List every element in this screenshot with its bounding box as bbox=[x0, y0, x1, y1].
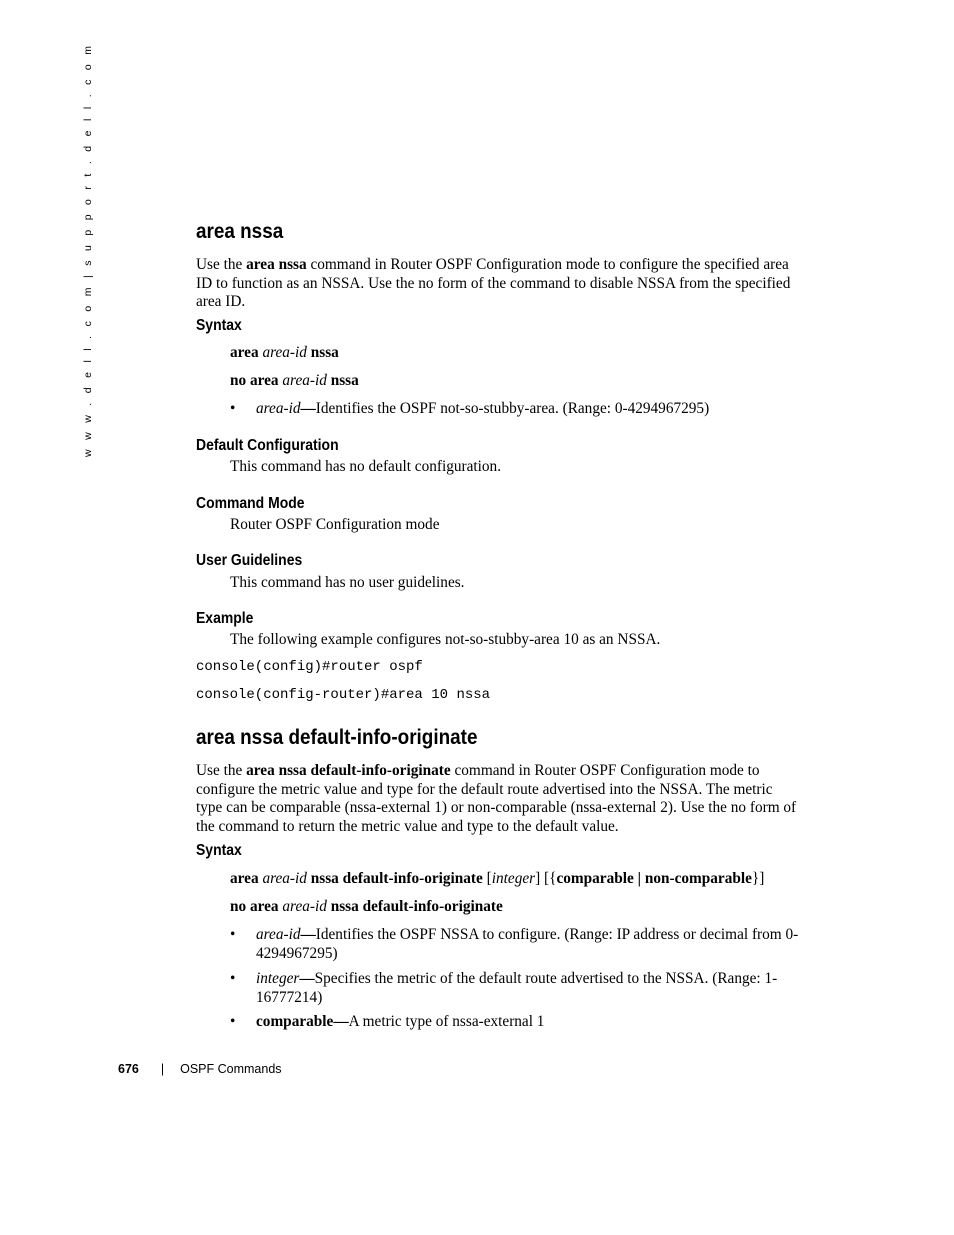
intro-text: Use the bbox=[196, 256, 247, 273]
bullet-icon: • bbox=[230, 400, 236, 417]
intro-text: Use the bbox=[196, 762, 247, 779]
command-name: area nssa default-info-originate bbox=[246, 762, 451, 779]
section-title-area-nssa-default-info-originate: area nssa default-info-originate bbox=[196, 726, 478, 749]
page-footer bbox=[118, 1062, 282, 1076]
code-line: console(config)#router ospf bbox=[196, 659, 423, 675]
syntax-line: no area area-id nssa bbox=[230, 372, 359, 389]
bullet-icon: • bbox=[230, 970, 236, 987]
bullet-icon: • bbox=[230, 926, 236, 943]
user-guidelines-heading: User Guidelines bbox=[196, 552, 303, 569]
default-config-text: This command has no default configuration. bbox=[230, 458, 502, 475]
list-item: • area-id—Identifies the OSPF NSSA to configure. (Range: IP address or decimal from 0- 4294967295) bbox=[230, 926, 799, 962]
bullet-icon: • bbox=[230, 1013, 236, 1030]
intro-text: the command to return the metric value and type to the default value. bbox=[196, 817, 619, 835]
section-title-area-nssa: area nssa bbox=[196, 220, 284, 243]
syntax-heading: Syntax bbox=[196, 842, 242, 859]
syntax-line: no area area-id nssa default-info-originate bbox=[230, 898, 503, 915]
syntax-line: area area-id nssa bbox=[230, 344, 339, 361]
intro-text: type can be comparable (nssa-external 1) or non-comparable (nssa-external 2). Use the no form of bbox=[196, 799, 797, 817]
example-heading: Example bbox=[196, 610, 254, 627]
command-mode-text: Router OSPF Configuration mode bbox=[230, 516, 440, 533]
command-mode-heading: Command Mode bbox=[196, 495, 305, 512]
intro-text: area ID. bbox=[196, 293, 246, 311]
example-text: The following example configures not-so-stubby-area 10 as an NSSA. bbox=[230, 631, 661, 648]
syntax-line: area area-id nssa default-info-originate [integer] [{comparable | non-comparable}] bbox=[230, 870, 765, 887]
page-number: 676 bbox=[118, 1062, 139, 1076]
code-line: console(config-router)#area 10 nssa bbox=[196, 687, 491, 703]
footer-separator: | bbox=[160, 1062, 165, 1076]
default-config-heading: Default Configuration bbox=[196, 437, 339, 454]
list-item: • integer—Specifies the metric of the default route advertised to the NSSA. (Range: 1- 16777214) bbox=[230, 970, 778, 1006]
intro-text: command in Router OSPF Configuration mode to configure the specified area bbox=[306, 256, 789, 273]
syntax-heading: Syntax bbox=[196, 317, 242, 334]
side-url: w w w . d e l l . c o m | s u p p o r t . d e l l . c o m bbox=[82, 42, 94, 457]
intro-paragraph bbox=[196, 762, 812, 836]
command-name: area nssa bbox=[246, 256, 307, 273]
user-guidelines-text: This command has no user guidelines. bbox=[230, 574, 465, 591]
intro-text: ID to function as an NSSA. Use the no form of the command to disable NSSA from the specified bbox=[196, 274, 791, 292]
intro-paragraph bbox=[196, 256, 812, 312]
intro-text: command in Router OSPF Configuration mode to bbox=[450, 762, 760, 779]
intro-text: configure the metric value and type for the default route advertised into the NSSA. The metric bbox=[196, 780, 773, 798]
footer-section: OSPF Commands bbox=[180, 1062, 282, 1076]
list-item: • comparable—A metric type of nssa-external 1 bbox=[230, 1013, 545, 1030]
